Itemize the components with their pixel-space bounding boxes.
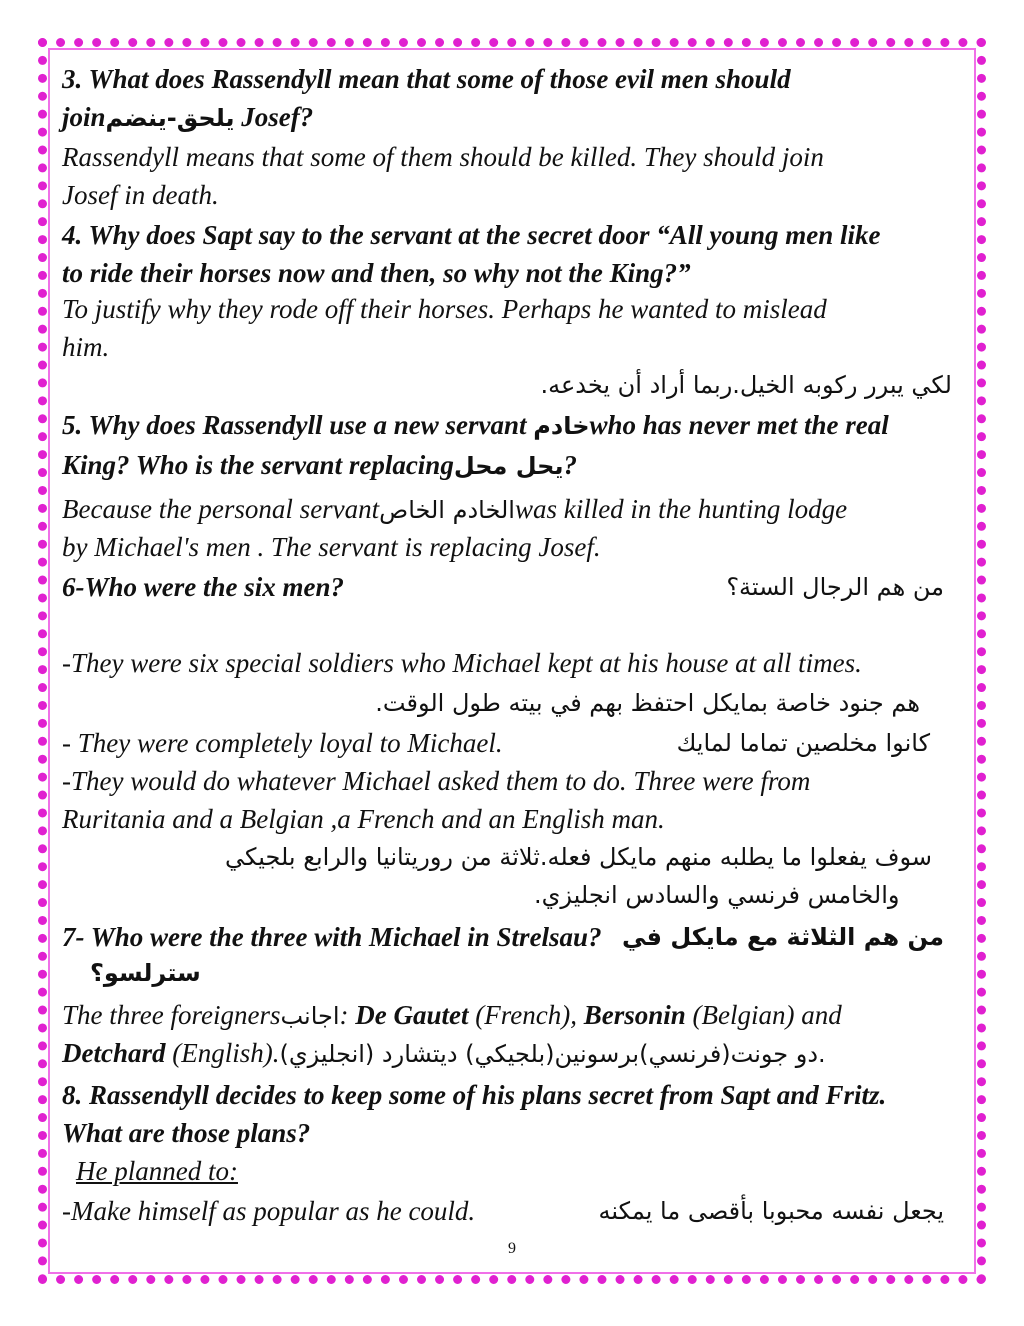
answer-7-belgian: (Belgian) and: [685, 1000, 842, 1030]
question-7-arabic-1: من هم الثلاثة مع مايكل في: [621, 923, 944, 951]
answer-7-intro: The three foreigners: [62, 1000, 281, 1030]
answer-5-arabic: الخادم الخاص: [379, 496, 515, 524]
answer-6-arabic-2: كانوا مخلصين تماما لمايك: [676, 729, 930, 757]
answer-8-arabic: يجعل نفسه محبوبا بأقصى ما يمكنه: [598, 1197, 944, 1225]
answer-6-arabic-4: والخامس فرنسي والسادس انجليزي.: [534, 881, 900, 909]
question-5-text-c: King? Who is the servant replacing: [62, 450, 454, 480]
answer-5-line-2: by Michael's men . The servant is replacing Josef.: [62, 532, 601, 562]
page-number: 9: [508, 1240, 516, 1257]
answer-8-heading: [62, 1152, 952, 1190]
question-5-text-d: ?: [563, 450, 577, 480]
question-3-join: join: [62, 102, 106, 132]
answer-6-line-1: -They were six special soldiers who Michael kept at his house at all times.: [62, 648, 862, 678]
answer-6-line-3: -They would do whatever Michael asked them to do. Three were from: [62, 766, 811, 796]
question-3-line-1: 3. What does Rassendyll mean that some of those evil men should: [62, 64, 791, 94]
question-3-line-2: [62, 98, 952, 136]
answer-6-arabic-3: سوف يفعلوا ما يطلبه منهم مايكل فعله.ثلاثة من روريتانيا والرابع بلجيكي: [224, 843, 932, 871]
answer-8-popular: -Make himself as popular as he could.: [62, 1196, 476, 1226]
answer-7-line-2: [62, 1034, 952, 1072]
answer-6-loyal: - They were completely loyal to Michael.: [62, 728, 503, 758]
question-5-line-1: [62, 406, 952, 444]
answer-5-line-1: [62, 490, 952, 528]
answer-7-arabic-foreigners: اجانب: [280, 1002, 340, 1030]
answer-3-line-1: Rassendyll means that some of them should be killed. They should join: [62, 142, 824, 172]
answer-8-line-1: [62, 1192, 952, 1230]
question-6-english: 6-Who were the six men?: [62, 572, 345, 602]
question-8-line-2: What are those plans?: [62, 1118, 311, 1148]
answer-5-text-a: Because the personal servant: [62, 494, 380, 524]
question-3-josef: Josef?: [234, 102, 314, 132]
answer-7-name-bersonin: Bersonin: [583, 1000, 686, 1030]
question-4-line-2: to ride their horses now and then, so why not the King?”: [62, 258, 691, 288]
question-5-arabic-servant: خادم: [533, 412, 590, 440]
question-5-text-b: who has never met the real: [589, 410, 889, 440]
answer-6-line-4: Ruritania and a Belgian ,a French and an English man.: [62, 804, 665, 834]
answer-3-line-2: Josef in death.: [62, 180, 219, 210]
question-8-line-1: 8. Rassendyll decides to keep some of his plans secret from Sapt and Fritz.: [62, 1080, 887, 1110]
question-3-arabic-gloss: يلحق-ينضم: [105, 104, 235, 132]
question-6: [62, 568, 952, 606]
answer-6-line-2: [62, 724, 952, 762]
question-6-arabic: من هم الرجال الستة؟: [726, 573, 944, 601]
question-5-line-2: [62, 446, 952, 484]
answer-4-line-1: To justify why they rode off their horses. Perhaps he wanted to mislead: [62, 294, 827, 324]
answer-7-line-1: [62, 996, 952, 1034]
answer-8-planned: He planned to:: [76, 1156, 238, 1186]
question-7-english: 7- Who were the three with Michael in Strelsau?: [62, 922, 602, 952]
answer-7-arabic-names: دو جونت(فرنسي)برسونين(بلجيكي) ديتشارد (انجليزي).: [279, 1040, 826, 1068]
answer-4-arabic: لكي يبرر ركوبه الخيل.ربما أراد أن يخدعه.: [540, 371, 952, 399]
answer-7-name-detchard: Detchard: [62, 1038, 166, 1068]
answer-7-french: (French),: [468, 1000, 584, 1030]
answer-5-text-b: was killed in the hunting lodge: [514, 494, 848, 524]
answer-7-colon: :: [339, 1000, 356, 1030]
answer-4-line-2: him.: [62, 332, 110, 362]
answer-7-name-de-gautet: De Gautet: [355, 1000, 469, 1030]
answer-7-english: (English).: [165, 1038, 280, 1068]
question-5-text-a: 5. Why does Rassendyll use a new servant: [62, 410, 534, 440]
answer-6-arabic-1: هم جنود خاصة بمايكل احتفظ بهم في بيته طول الوقت.: [375, 689, 920, 717]
question-7-arabic-2: سترلسو؟: [90, 959, 201, 987]
question-4-line-1: 4. Why does Sapt say to the servant at the secret door “All young men like: [62, 220, 881, 250]
question-7-line-1: [62, 918, 952, 956]
question-5-arabic-replacing: يحل محل: [453, 452, 564, 480]
